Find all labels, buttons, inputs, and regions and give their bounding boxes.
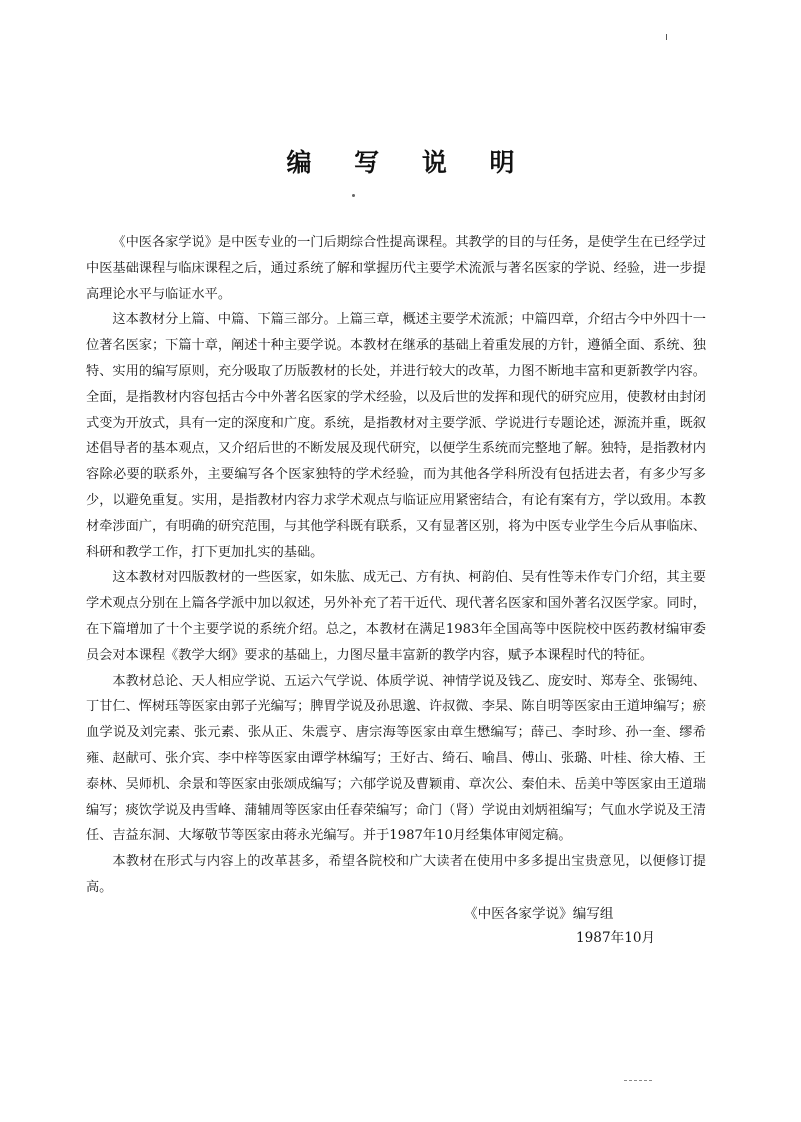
scan-mark (666, 34, 667, 40)
signature-block (456, 902, 716, 950)
paragraph: 《中医各家学说》是中医专业的一门后期综合性提高课程。其教学的目的与任务，是使学生在已经学过中医基础课程与临床课程之后，通过系统了解和掌握历代主要学术流派与著名医家的学说、经验，进一步提高理论水平与临证水平。 (86, 235, 706, 302)
paragraph: 本教材总论、天人相应学说、五运六气学说、体质学说、神情学说及钱乙、庞安时、郑寿全、张锡纯、丁甘仁、恽树珏等医家由郭子光编写；脾胃学说及孙思邈、许叔微、李杲、陈自明等医家由王道坤编写；瘀血学说及刘完素、张元素、张从正、朱震亨、唐宗海等医家由章生懋编写；薛己、李时珍、孙一奎、缪希雍、赵献可、张介宾、李中梓等医家由谭学林编写；王好古、绮石、喻昌、傅山、张璐、叶桂、徐大椿、王泰林、吴师机、余景和等医家由张颂成编写；六郁学说及曹颖甫、章次公、秦伯未、岳美中等医家由王道瑞编写；痰饮学说及冉雪峰、蒲辅周等医家由任春荣编写；命门（肾）学说由刘炳祖编写；气血水学说及王清任、吉益东洞、大塚敬节等医家由蒋永光编写。并于1987年10月经集体审阅定稿。 (86, 673, 706, 844)
signature-date: 1987年10月 (576, 930, 656, 946)
signature-org: 《中医各家学说》编写组 (464, 906, 614, 922)
page-title: 编 写 说 明 (286, 148, 532, 177)
paragraph: 本教材在形式与内容上的改革甚多，希望各院校和广大读者在使用中多多提出宝贵意见，以便修订提高。 (86, 854, 706, 895)
scan-mark (624, 1080, 652, 1082)
paragraph: 这本教材分上篇、中篇、下篇三部分。上篇三章，概述主要学术流派；中篇四章，介绍古今中外四十一位著名医家；下篇十章，阐述十种主要学说。本教材在继承的基础上着重发展的方针，遵循全面、系统、独特、实用的编写原则，充分吸取了历版教材的长处，并进行较大的改革，力图不断地丰富和更新教学内容。全面，是指教材内容包括古今中外著名医家的学术经验，以及后世的发挥和现代的研究应用，使教材由封闭式变为开放式，具有一定的深度和广度。系统，是指教材对主要学派、学说进行专题论述，源流并重，既叙述倡导者的基本观点，又介绍后世的不断发展及现代研究，以便学生系统而完整地了解。独特，是指教材内容除必要的联系外，主要编写各个医家独特的学术经验，而为其他各学科所没有包括进去者，有多少写多少，以避免重复。实用，是指教材内容力求学术观点与临证应用紧密结合，有论有案有方，学以致用。本教材牵涉面广，有明确的研究范围，与其他学科既有联系，又有显著区别，将为中医专业学生今后从事临床、科研和教学工作，打下更加扎实的基础。 (86, 312, 706, 560)
scan-dot (352, 194, 355, 197)
body-text (86, 230, 706, 901)
paragraph: 这本教材对四版教材的一些医家，如朱肱、成无己、方有执、柯韵伯、吴有性等未作专门介绍，其主要学术观点分别在上篇各学派中加以叙述，另外补充了若干近代、现代著名医家和国外著名汉医学家。同时，在下篇增加了十个主要学说的系统介绍。总之，本教材在满足1983年全国高等中医院校中医药教材编审委员会对本课程《教学大纲》要求的基础上，力图尽量丰富新的教学内容，赋予本课程时代的特征。 (86, 570, 706, 663)
